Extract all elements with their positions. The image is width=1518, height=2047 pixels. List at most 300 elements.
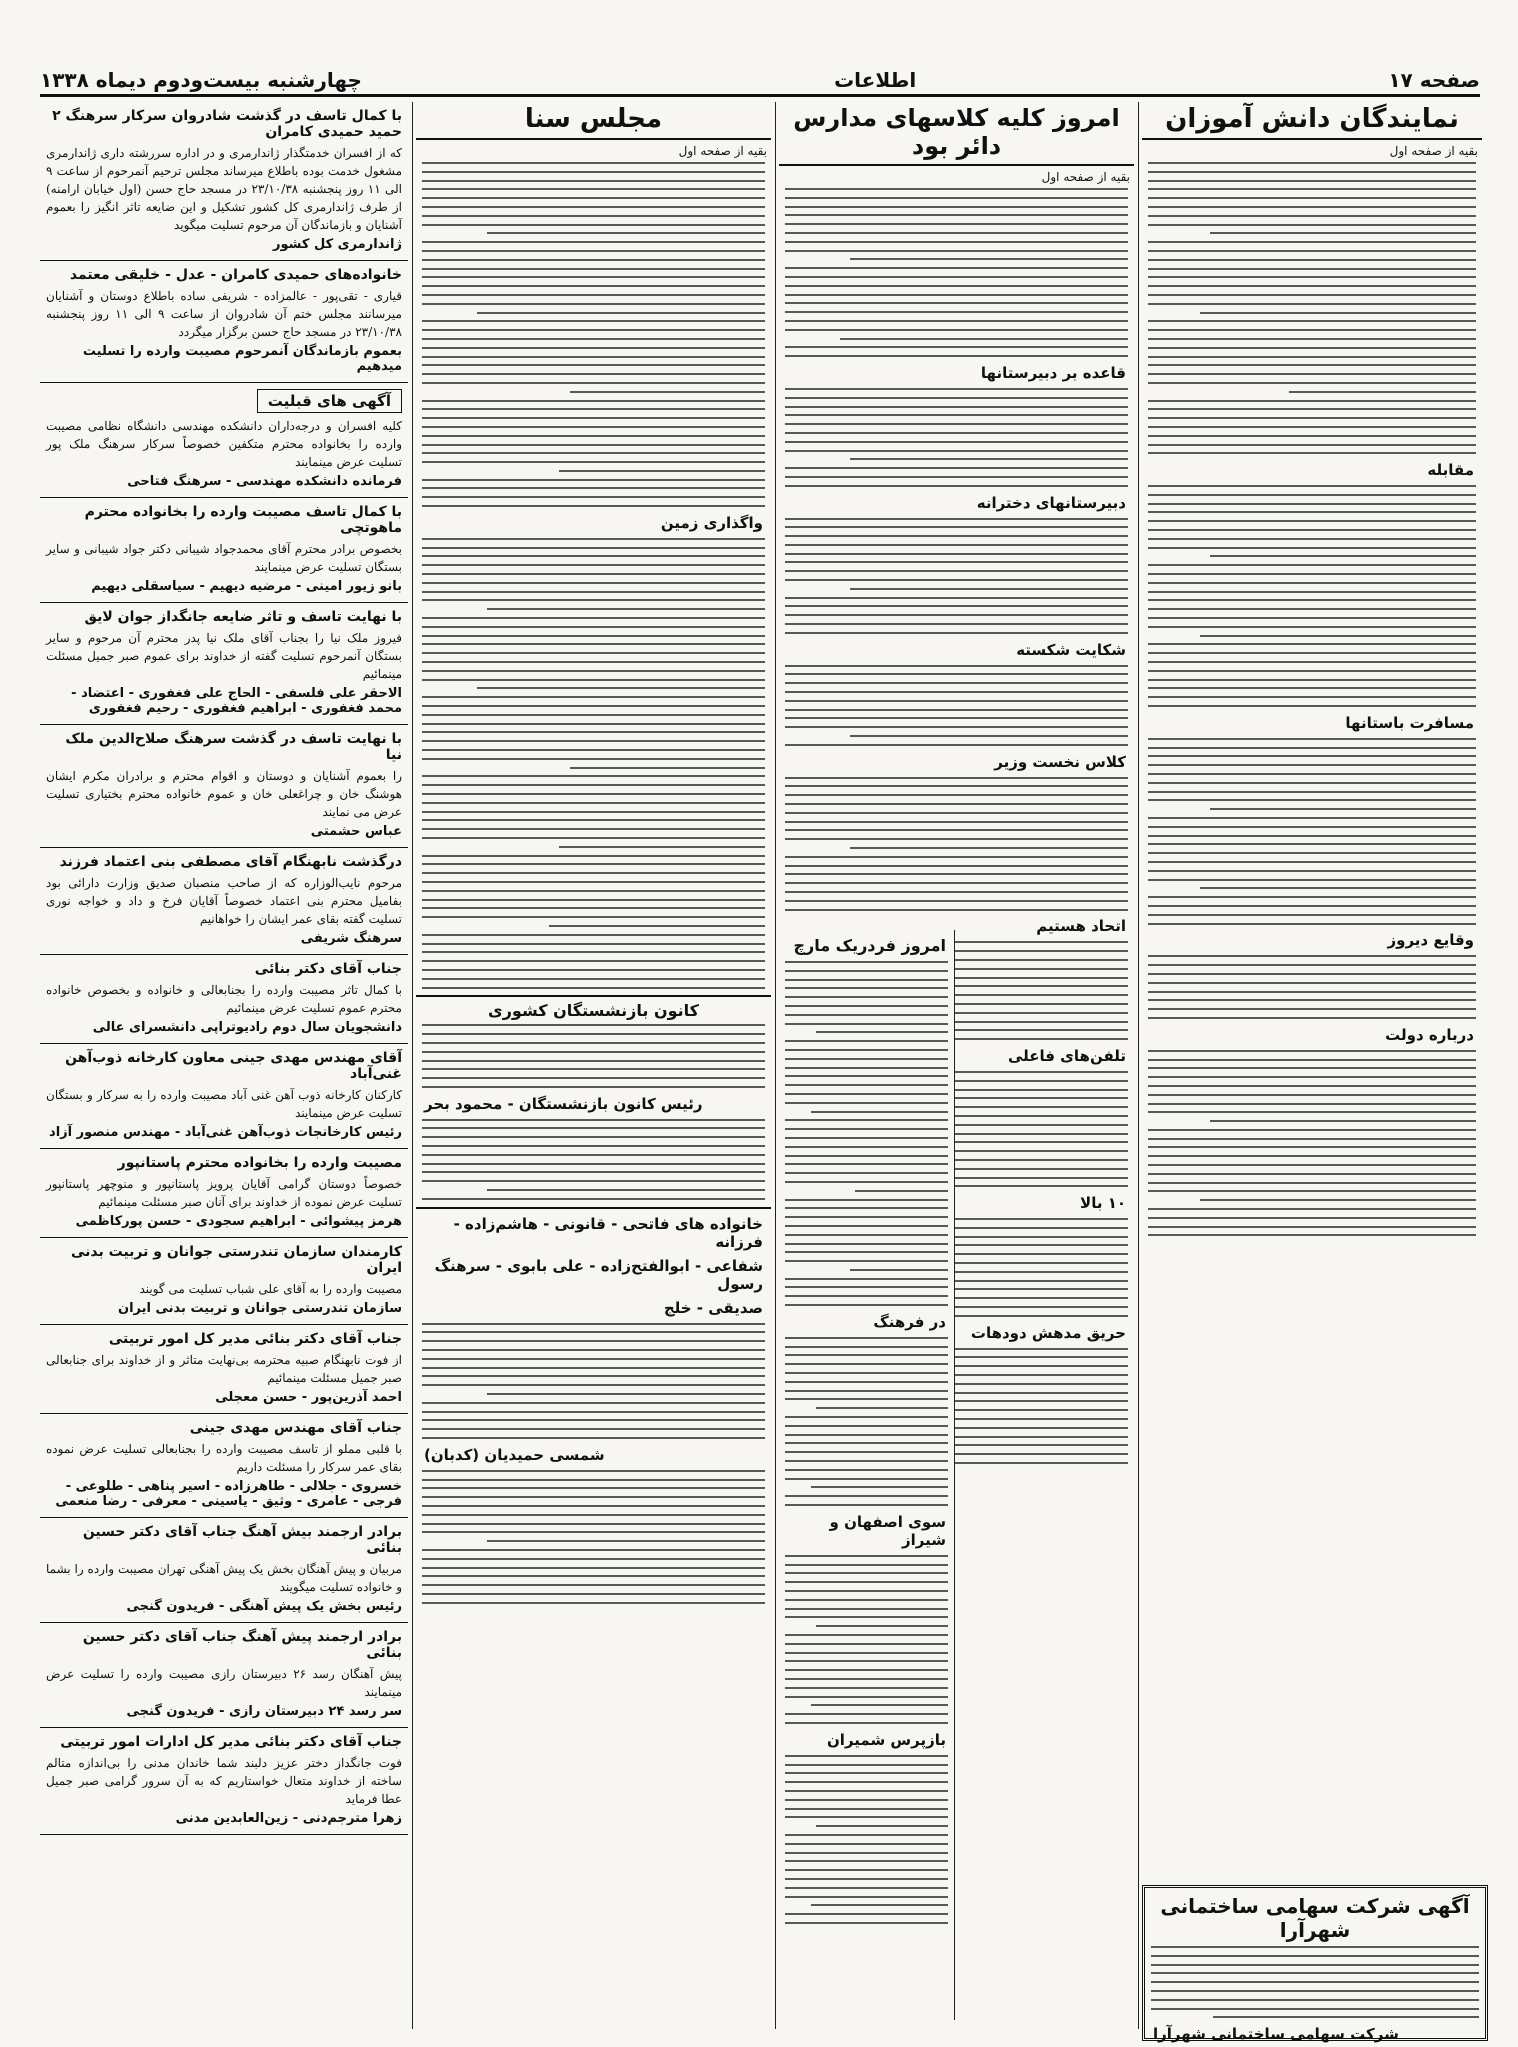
text-line — [785, 777, 1128, 779]
text-line — [785, 1816, 948, 1818]
text-line — [785, 1696, 948, 1698]
family-names-b: شفاعی - ابوالفتح‌زاده - علی بابوی - سرهنگ رسول — [434, 1256, 763, 1293]
text-line — [1148, 608, 1476, 610]
text-line — [785, 1599, 948, 1601]
text-line — [1148, 826, 1476, 828]
obituary-notice — [40, 383, 408, 498]
text-line — [785, 1295, 948, 1297]
text-line — [1151, 1946, 1479, 1948]
subhead-dolat: درباره دولت — [1385, 1025, 1474, 1044]
subhead-shiraz: سوی اصفهان و شیراز — [829, 1512, 946, 1549]
text-line — [785, 623, 1128, 625]
text-line — [422, 373, 765, 375]
continued-label: بقیه از صفحه اول — [1389, 144, 1478, 158]
text-line — [785, 1669, 948, 1671]
text-line — [1148, 382, 1476, 384]
column-rule — [1138, 102, 1139, 2029]
text-line — [422, 1060, 765, 1062]
text-line — [1148, 1208, 1476, 1210]
text-line — [422, 1437, 765, 1439]
text-line — [1148, 338, 1476, 340]
text-line — [785, 561, 1128, 563]
text-line — [1148, 417, 1476, 419]
text-line — [422, 1331, 765, 1333]
retirees-signature: رئیس کانون بازنشستگان - محمود بحر — [424, 1094, 703, 1113]
text-line — [1148, 171, 1476, 173]
text-line — [422, 1145, 765, 1147]
text-line — [1148, 547, 1476, 549]
text-line — [1148, 435, 1476, 437]
notice-title: با کمال تاسف مصیبت وارده را بخانواده محترم ماهوتچی — [84, 504, 402, 536]
text-line — [422, 573, 765, 575]
notice-title — [46, 389, 402, 413]
subhead-farda: ۱۰ بالا — [1080, 1194, 1126, 1213]
text-line — [785, 970, 948, 972]
text-line — [1148, 964, 1476, 966]
text-line — [422, 819, 765, 821]
text-line — [785, 597, 1128, 599]
text-line — [785, 1286, 948, 1288]
text-line — [1148, 364, 1476, 366]
text-line — [785, 1755, 948, 1757]
family-names-a: خانواده های فاتحی - قانونی - هاشم‌زاده - فرزانه — [453, 1214, 763, 1251]
text-line — [422, 811, 765, 813]
text-line — [422, 1593, 765, 1595]
text-line — [785, 1093, 948, 1095]
text-line — [785, 197, 1128, 199]
text-line — [422, 1180, 765, 1182]
text-line — [1210, 232, 1476, 234]
article-body — [785, 777, 1128, 911]
obituary-notice — [40, 1044, 408, 1149]
notice-body: با کمال تاثر مصیبت وارده را بجنابعالی و خانواده و بخصوص خانواده محترم عموم تسلیت عرض مینمائیم — [46, 983, 402, 1015]
text-line — [570, 391, 766, 393]
text-line — [1148, 696, 1476, 698]
text-line — [1148, 573, 1476, 575]
text-line — [785, 996, 948, 998]
text-line — [1148, 870, 1476, 872]
notice-body: خصوصاً دوستان گرامی آقایان پرویز پاستانپور و منوچهر پاستانپور تسلیت عرض نموده از خداوند برای آنان صبر مسئلت مینمائیم — [46, 1177, 402, 1209]
text-line — [785, 1564, 948, 1566]
text-line — [422, 1068, 765, 1070]
subhead-isfahan: در فرهنگ — [873, 1312, 946, 1331]
text-line — [785, 856, 1128, 858]
notice-body: قیاری - تقی‌پور - عالمزاده - شریفی ساده باطلاع دوستان و آشنایان میرسانند مجلس ختم آن شادروان از ساعت ۹ الی ۱۱ روز پنجشنبه ۲۳/۱۰/۳۸ در مسجد حاج حسن برگزار میگردد — [46, 289, 402, 339]
text-line — [422, 215, 765, 217]
text-line — [422, 1428, 765, 1430]
text-line — [422, 828, 765, 830]
text-line — [785, 241, 1128, 243]
text-line — [422, 452, 765, 454]
text-line — [785, 294, 1128, 296]
subhead-shekayat: شکایت شکسته — [1016, 640, 1126, 659]
text-line — [1210, 555, 1476, 557]
text-line — [1148, 241, 1476, 243]
text-line — [785, 1005, 948, 1007]
text-line — [422, 1367, 765, 1369]
notice-body: مصیبت وارده را به آقای علی شباب تسلیت می گویند — [139, 1282, 402, 1296]
text-line — [487, 1393, 765, 1395]
text-line — [1148, 197, 1476, 199]
text-line — [422, 487, 765, 489]
text-line — [422, 652, 765, 654]
text-line — [1148, 1059, 1476, 1061]
subhead-fire: حریق مدهش دودهات — [970, 1323, 1126, 1342]
text-line — [1148, 799, 1476, 801]
text-line — [785, 276, 1128, 278]
notice-body: با قلبی مملو از تاسف مصیبت وارده را بجنابعالی تسلیت عرض نموده بقای عمر سرکار را مسئلت داریم — [46, 1442, 403, 1474]
text-line — [850, 588, 1128, 590]
text-line — [785, 1852, 948, 1854]
text-line — [785, 979, 948, 981]
text-line — [422, 1086, 765, 1088]
notice-title: درگذشت نابهنگام آقای مصطفی بنی اعتماد فرزند — [59, 854, 402, 870]
text-line — [1148, 285, 1476, 287]
text-line — [1148, 494, 1476, 496]
text-line — [422, 1136, 765, 1138]
text-line — [785, 1460, 948, 1462]
obituary-list — [40, 102, 408, 1835]
text-line — [422, 890, 765, 892]
text-line — [785, 1416, 948, 1418]
text-line — [422, 943, 765, 945]
text-line — [1148, 329, 1476, 331]
text-line — [785, 476, 1128, 478]
text-line — [1148, 1094, 1476, 1096]
text-line — [1148, 1182, 1476, 1184]
text-line — [422, 1531, 765, 1533]
text-line — [1148, 426, 1476, 428]
text-line — [811, 1486, 948, 1488]
subhead-vazir: کلاس نخست وزیر — [994, 752, 1126, 771]
text-line — [785, 1922, 948, 1924]
text-line — [785, 838, 1128, 840]
text-line — [1200, 887, 1476, 889]
text-line — [1210, 808, 1476, 810]
notice-body: کلیه افسران و درجه‌داران دانشکده مهندسی دانشگاه نظامی مصیبت وارده را بخانواده محترم متکفین خصوصاً سرکار سرهنگ ملک پور تسلیت عرض مینمایند — [46, 419, 402, 469]
text-line — [1151, 1990, 1479, 1992]
text-line — [840, 338, 1128, 340]
text-line — [422, 435, 765, 437]
article-body — [785, 388, 1128, 487]
text-line — [785, 467, 1128, 469]
text-line — [785, 526, 1128, 528]
text-line — [1148, 626, 1476, 628]
text-line — [422, 855, 765, 857]
text-line — [422, 1127, 765, 1129]
text-line — [1148, 511, 1476, 513]
notice-body — [422, 1470, 765, 1604]
text-line — [1148, 1226, 1476, 1228]
text-line — [785, 673, 1128, 675]
text-line — [422, 1358, 765, 1360]
text-line — [422, 731, 765, 733]
text-line — [422, 907, 765, 909]
column-obituaries — [40, 102, 408, 2029]
notice-title: خانواده‌های حمیدی کامران - عدل - خلیقی معتمد — [69, 267, 402, 283]
text-line — [785, 1278, 948, 1280]
text-line — [785, 1887, 948, 1889]
ad-body — [1151, 1946, 1479, 2018]
text-line — [422, 320, 765, 322]
notice-signature: بانو زیور امینی - مرضیه دیهیم - سیاسقلی دیهیم — [91, 579, 402, 594]
notice-signature: زهرا مترجم‌دنی - زین‌العابدین مدنی — [175, 1811, 402, 1826]
text-line — [785, 865, 1128, 867]
text-line — [422, 408, 765, 410]
text-line — [422, 1567, 765, 1569]
text-line — [785, 1687, 948, 1689]
masthead — [40, 60, 1480, 97]
text-line — [422, 951, 765, 953]
text-line — [1148, 1017, 1476, 1019]
text-line — [785, 1504, 948, 1506]
text-line — [1148, 747, 1476, 749]
text-line — [1289, 391, 1476, 393]
text-line — [785, 1155, 948, 1157]
text-line — [785, 1398, 948, 1400]
notice-body: از فوت نابهنگام صبیه محترمه بی‌نهایت متاثر و از خداوند برای جنابعالی صبر جمیل مسئلت مینمائیم — [46, 1353, 402, 1385]
text-line — [855, 1190, 948, 1192]
text-line — [785, 1478, 948, 1480]
text-line — [785, 1451, 948, 1453]
text-line — [422, 382, 765, 384]
notice-body — [422, 1024, 765, 1088]
article-body — [1148, 955, 1476, 1019]
notice-body: مرحوم نایب‌الوزاره که از صاحب منصبان صدیق وزارت دارائی بود بفامیل محترم بنی اعتماد خصوصاً آقایان فرخ و داد و خواجه نوری تسلیت گفته بقای عمر ایشان را خواهانیم — [46, 876, 402, 926]
text-line — [1151, 1955, 1479, 1957]
text-line — [422, 987, 765, 989]
text-line — [1148, 564, 1476, 566]
text-line — [422, 364, 765, 366]
text-line — [785, 1304, 948, 1306]
text-line — [785, 1049, 948, 1051]
text-line — [1148, 764, 1476, 766]
text-line — [487, 232, 765, 234]
text-line — [785, 744, 1128, 746]
text-line — [422, 268, 765, 270]
text-line — [1148, 1050, 1476, 1052]
text-line — [1210, 1120, 1476, 1122]
text-line — [1148, 679, 1476, 681]
text-line — [422, 1340, 765, 1342]
text-line — [1148, 755, 1476, 757]
notice-signature: سر رسد ۲۴ دبیرستان رازی - فریدون گنجی — [126, 1704, 402, 1719]
text-line — [785, 406, 1128, 408]
article-body — [785, 188, 1128, 357]
text-line — [785, 485, 1128, 487]
article-body — [785, 1337, 948, 1506]
text-line — [422, 749, 765, 751]
text-line — [1148, 356, 1476, 358]
notice-signature: هرمز پیشوائی - ابراهیم سجودی - حسن پورکاظمی — [75, 1214, 402, 1229]
text-line — [422, 1198, 765, 1200]
text-line — [1151, 2008, 1479, 2010]
notice-signature: احمد آذرین‌پور - حسن معجلی — [215, 1390, 402, 1405]
text-line — [785, 1216, 948, 1218]
text-line — [785, 1199, 948, 1201]
text-line — [785, 665, 1128, 667]
text-line — [1200, 635, 1476, 637]
text-line — [422, 417, 765, 419]
text-line — [477, 687, 765, 689]
text-line — [785, 1014, 948, 1016]
obituary-notice — [40, 1518, 408, 1623]
text-line — [422, 978, 765, 980]
text-line — [1148, 591, 1476, 593]
text-line — [785, 691, 1128, 693]
text-line — [785, 909, 1128, 911]
text-line — [1148, 180, 1476, 182]
continued-label: بقیه از صفحه اول — [678, 144, 767, 158]
text-line — [850, 258, 1128, 260]
text-line — [785, 785, 1128, 787]
text-line — [785, 1251, 948, 1253]
text-line — [1148, 215, 1476, 217]
text-line — [422, 775, 765, 777]
text-line — [785, 632, 1128, 634]
notice-title: جناب آقای مهندس مهدی جینی — [189, 1420, 402, 1436]
text-line — [1148, 843, 1476, 845]
text-line — [785, 206, 1128, 208]
text-line — [422, 444, 765, 446]
text-line — [785, 285, 1128, 287]
text-line — [1148, 652, 1476, 654]
text-line — [422, 538, 765, 540]
text-line — [422, 1470, 765, 1472]
text-line — [422, 329, 765, 331]
text-line — [1148, 782, 1476, 784]
text-line — [785, 1102, 948, 1104]
column-rule — [412, 102, 413, 2029]
subhead-muqabele: مقابله — [1427, 461, 1474, 480]
text-line — [785, 388, 1128, 390]
text-line — [785, 329, 1128, 331]
text-line — [1148, 347, 1476, 349]
text-line — [785, 1234, 948, 1236]
text-line — [785, 803, 1128, 805]
text-line — [1148, 861, 1476, 863]
notice-title: کارمندان سازمان تندرستی جوانان و تربیت بدنی ایران — [71, 1244, 402, 1276]
text-line — [422, 188, 765, 190]
text-line — [785, 1581, 948, 1583]
text-line — [785, 821, 1128, 823]
text-line — [785, 987, 948, 989]
text-line — [1148, 582, 1476, 584]
text-line — [785, 1434, 948, 1436]
text-line — [785, 1572, 948, 1574]
obituary-notice — [40, 603, 408, 725]
text-line — [422, 872, 765, 874]
text-line — [422, 784, 765, 786]
subhead-vagozari: واگذاری زمین — [660, 513, 763, 532]
text-line — [811, 1904, 948, 1906]
text-line — [1148, 1217, 1476, 1219]
text-line — [785, 1555, 948, 1557]
text-line — [422, 1549, 765, 1551]
text-line — [422, 1171, 765, 1173]
text-line — [1148, 1067, 1476, 1069]
obituary-notice — [40, 1238, 408, 1325]
text-line — [422, 1119, 765, 1121]
text-line — [785, 1660, 948, 1662]
headline-students: نمایندگان دانش آموزان — [1142, 104, 1482, 140]
text-line — [811, 1111, 948, 1113]
text-line — [1148, 276, 1476, 278]
notice-signature: دانشجویان سال دوم رادیوتراپی دانشسرای عالی — [92, 1020, 402, 1035]
text-line — [422, 582, 765, 584]
text-line — [422, 426, 765, 428]
text-line — [1148, 1103, 1476, 1105]
text-line — [422, 259, 765, 261]
text-line — [1148, 879, 1476, 881]
text-line — [1148, 444, 1476, 446]
text-line — [422, 863, 765, 865]
retirees-title: کانون بازنشستگان کشوری — [488, 1001, 699, 1021]
text-line — [422, 180, 765, 182]
text-line — [422, 705, 765, 707]
text-line — [422, 591, 765, 593]
text-line — [422, 303, 765, 305]
text-line — [422, 1514, 765, 1516]
text-line — [1213, 2016, 1479, 2018]
text-line — [487, 1189, 765, 1191]
text-line — [422, 1163, 765, 1165]
text-line — [1148, 162, 1476, 164]
text-line — [785, 1372, 948, 1374]
text-line — [785, 1643, 948, 1645]
text-line — [785, 302, 1128, 304]
text-line — [1148, 705, 1476, 707]
text-line — [422, 171, 765, 173]
text-line — [422, 400, 765, 402]
column-senate — [416, 102, 771, 2029]
text-line — [785, 1781, 948, 1783]
text-line — [1148, 791, 1476, 793]
text-line — [785, 1799, 948, 1801]
text-line — [850, 458, 1128, 460]
text-line — [422, 635, 765, 637]
notice-body: بخصوص برادر محترم آقای محمدجواد شیبانی دکتر جواد شیبانی و سایر بستگان تسلیت عرض مینمایند — [46, 542, 402, 574]
text-line — [816, 1407, 948, 1409]
notice-body — [422, 1119, 765, 1200]
text-line — [422, 881, 765, 883]
text-line — [785, 812, 1128, 814]
text-line — [785, 570, 1128, 572]
text-line — [422, 661, 765, 663]
text-line — [1148, 817, 1476, 819]
text-line — [422, 547, 765, 549]
text-line — [785, 614, 1128, 616]
notice-title: مصیبت وارده را بخانواده محترم پاستانپور — [117, 1155, 402, 1171]
text-line — [1148, 485, 1476, 487]
text-line — [785, 1722, 948, 1724]
notice-signature: عباس حشمتی — [310, 824, 402, 839]
text-line — [422, 564, 765, 566]
text-line — [1200, 1199, 1476, 1201]
text-line — [1148, 294, 1476, 296]
text-line — [422, 1077, 765, 1079]
text-line — [785, 1084, 948, 1086]
text-line — [785, 432, 1128, 434]
notice-title: برادر ارجمند بیش آهنگ جناب آقای دکتر حسین بنائی — [82, 1524, 402, 1556]
text-line — [1148, 999, 1476, 1001]
obituary-notice — [40, 1325, 408, 1414]
text-line — [785, 1678, 948, 1680]
text-line — [785, 1067, 948, 1069]
text-line — [785, 1616, 948, 1618]
text-line — [1148, 923, 1476, 925]
text-line — [1148, 905, 1476, 907]
